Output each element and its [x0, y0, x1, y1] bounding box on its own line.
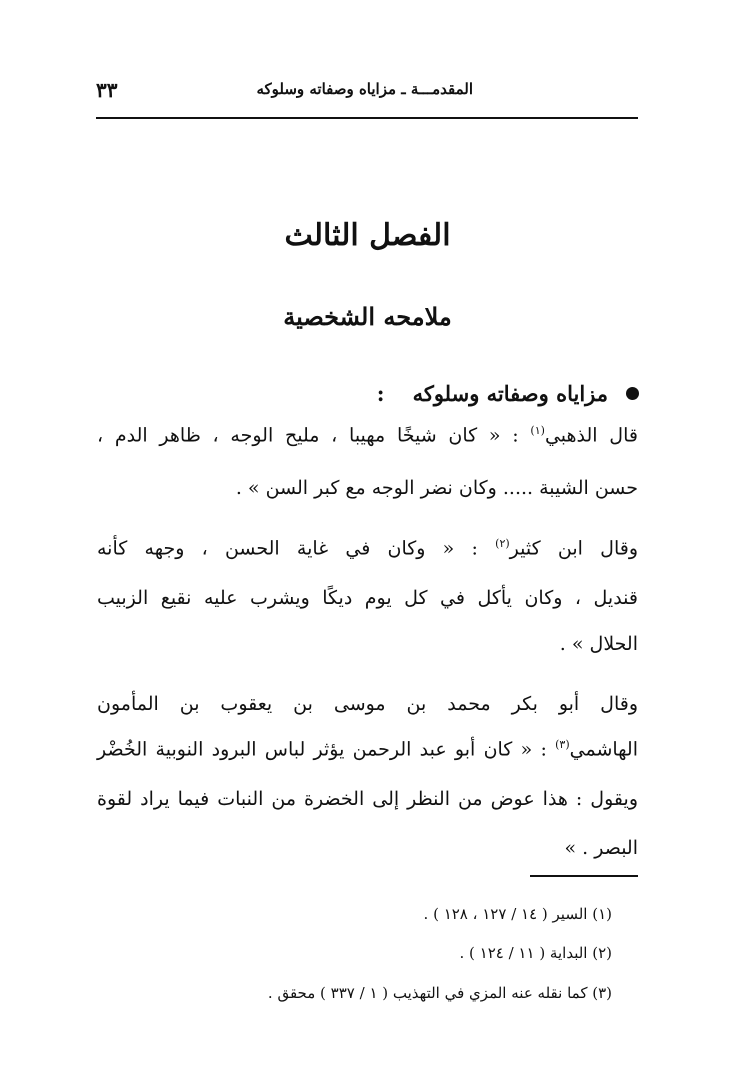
text: : « كان شيخًا مهيبا ، مليح الوجه ، ظاهر الدم ، [97, 424, 531, 447]
paragraph-1-line-1 [97, 424, 638, 446]
text: الهاشمي [569, 738, 638, 761]
text: : « كان أبو عبد الرحمن يؤثر لباس البرود النوبية الخُضْر [97, 738, 556, 761]
bullet-icon [626, 387, 639, 400]
paragraph-2-line-3: الحلال » . [559, 633, 638, 655]
footnote-ref-1: (١) [530, 424, 545, 437]
paragraph-3-line-4: البصر . » [564, 837, 638, 859]
paragraph-2-line-1 [97, 537, 638, 559]
footnote-ref-3: (٣) [555, 738, 570, 751]
paragraph-3-line-2 [97, 738, 638, 760]
running-title: المقدمـــة ـ مزاياه وصفاته وسلوكه [256, 80, 473, 98]
footnote-2: (٢) البداية ( ١١ / ١٢٤ ) . [459, 944, 612, 962]
section-heading [377, 381, 639, 406]
section-heading-colon: : [376, 381, 385, 406]
paragraph-2-line-2: قنديل ، وكان يأكل في كل يوم ديكًا ويشرب عليه نقيع الزبيب [97, 587, 638, 609]
text: قال الذهبي [544, 424, 638, 447]
chapter-subtitle: ملامحه الشخصية [283, 302, 452, 331]
text: وقال ابن كثير [509, 537, 638, 560]
page-number: ٣٣ [96, 78, 118, 102]
paragraph-1-line-2: حسن الشيبة ..... وكان نضر الوجه مع كبر السن » . [235, 477, 638, 499]
header-rule [96, 117, 638, 119]
footnote-1: (١) السير ( ١٤ / ١٢٧ ، ١٢٨ ) . [423, 905, 612, 923]
page-header [96, 78, 638, 104]
section-heading-text: مزاياه وصفاته وسلوكه [412, 381, 608, 406]
paragraph-3-line-3: ويقول : هذا عوض من النظر إلى الخضرة من النبات فيما يراد لقوة [97, 788, 638, 810]
paragraph-3-line-1: وقال أبو بكر محمد بن موسى بن يعقوب بن المأمون [97, 693, 638, 715]
chapter-title: الفصل الثالث [284, 218, 451, 253]
footnote-ref-2: (٢) [495, 537, 510, 550]
footnote-3: (٣) كما نقله عنه المزي في التهذيب ( ١ / ٣٣٧ ) محقق . [267, 984, 612, 1002]
text: : « وكان في غاية الحسن ، وجهه كأنه [97, 537, 496, 560]
footnote-rule [530, 875, 638, 877]
